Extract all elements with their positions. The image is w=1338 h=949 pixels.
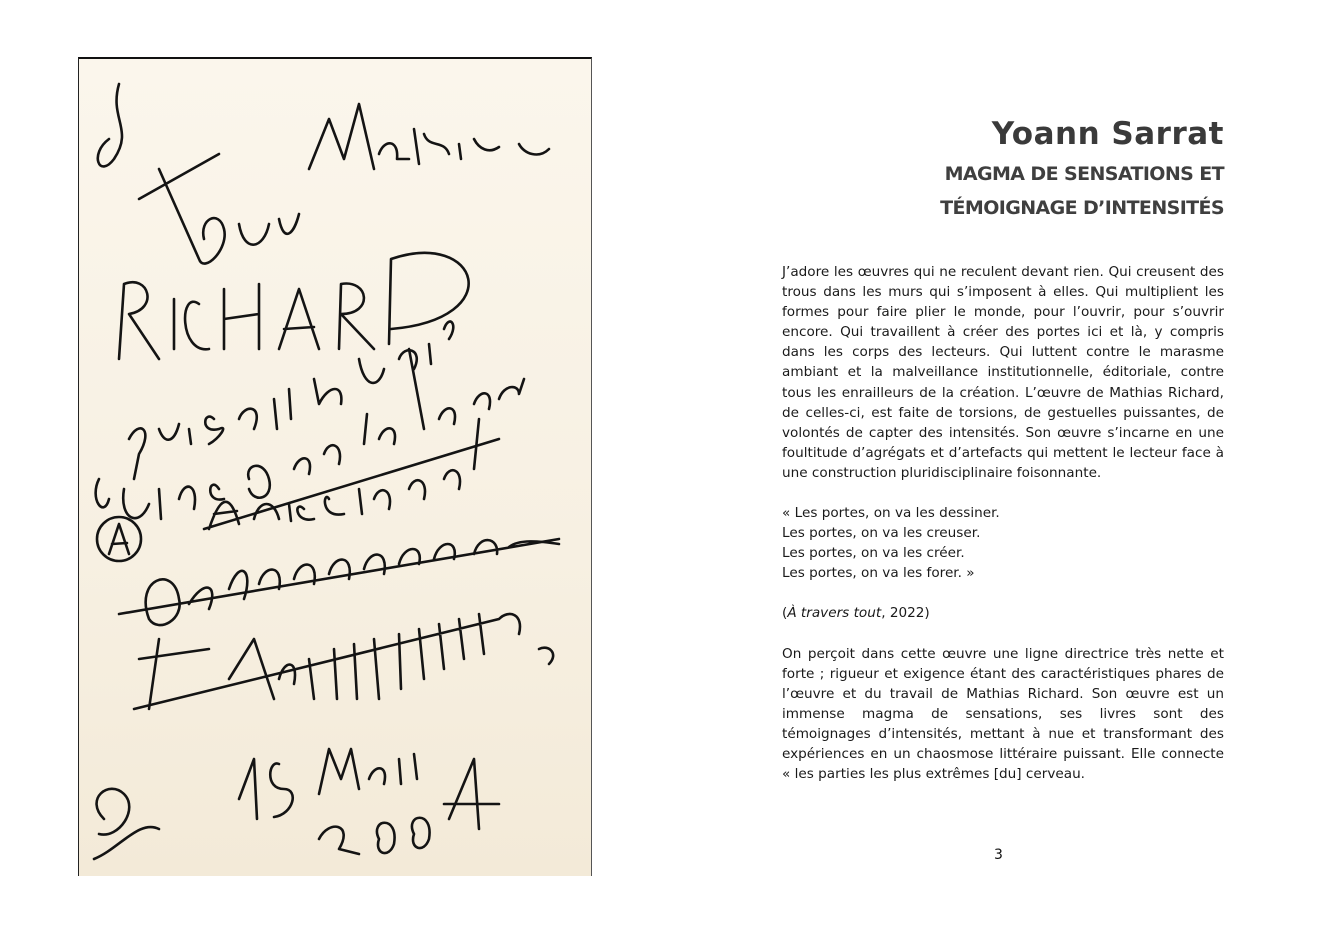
- citation-title: À travers tout: [787, 605, 882, 622]
- paragraph-2: On perçoit dans cette œuvre une ligne directrice très nette et forte ; rigueur et exigence étant des caractéristiques phares de l’œuvre et du travail de Mathias Richard. Son œuvre est un immense magma de sensations, ses livres sont des témoignages d’intensités, mettant à nue et transformant des expériences en un chaosmose littéraire puissant. Elle connecte « les parties les plus extrêmes [du] cerveau.: [782, 645, 1224, 783]
- author-name: Yoann Sarrat: [991, 116, 1224, 152]
- handwriting-drawing: [79, 59, 591, 876]
- quote-line: « Les portes, on va les dessiner.: [782, 505, 1000, 522]
- article-body: [782, 262, 1224, 804]
- quote-block: [782, 503, 1224, 583]
- quote-line: Les portes, on va les creuser.: [782, 525, 981, 542]
- quote-line: Les portes, on va les créer.: [782, 545, 965, 562]
- quote-line: Les portes, on va les forer. »: [782, 565, 975, 582]
- citation-close: , 2022): [881, 605, 930, 622]
- citation: [782, 603, 1224, 623]
- article-title-line1: MAGMA DE SENSATIONS ET: [944, 163, 1224, 185]
- article-title-line2: TÉMOIGNAGE D’INTENSITÉS: [940, 197, 1224, 219]
- page-number: 3: [994, 847, 1003, 863]
- paragraph-1: J’adore les œuvres qui ne reculent devant rien. Qui creusent des trous dans les murs qui s’imposent à elles. Qui multiplient les formes pour faire plier le monde, pour l’ouvrir, pour s’ouvrir encore. Qui travaillent à créer des portes ici et là, y compris dans les corps des lecteurs. Qui luttent contre le marasme ambiant et la malveillance institutionnelle, éditoriale, contre tous les enrailleurs de la création. L’œuvre de Mathias Richard, de celles-ci, est faite de torsions, de gestuelles puissantes, de volontés de capter des intensités. Son œuvre s’incarne en une foultitude d’agrégats et d’artefacts qui mettent le lecteur face à une construction pluridisciplinaire foisonnante.: [782, 264, 1224, 481]
- citation-open: (: [782, 605, 788, 622]
- dedication-photo: [78, 57, 592, 876]
- text-page-header: [782, 100, 1224, 224]
